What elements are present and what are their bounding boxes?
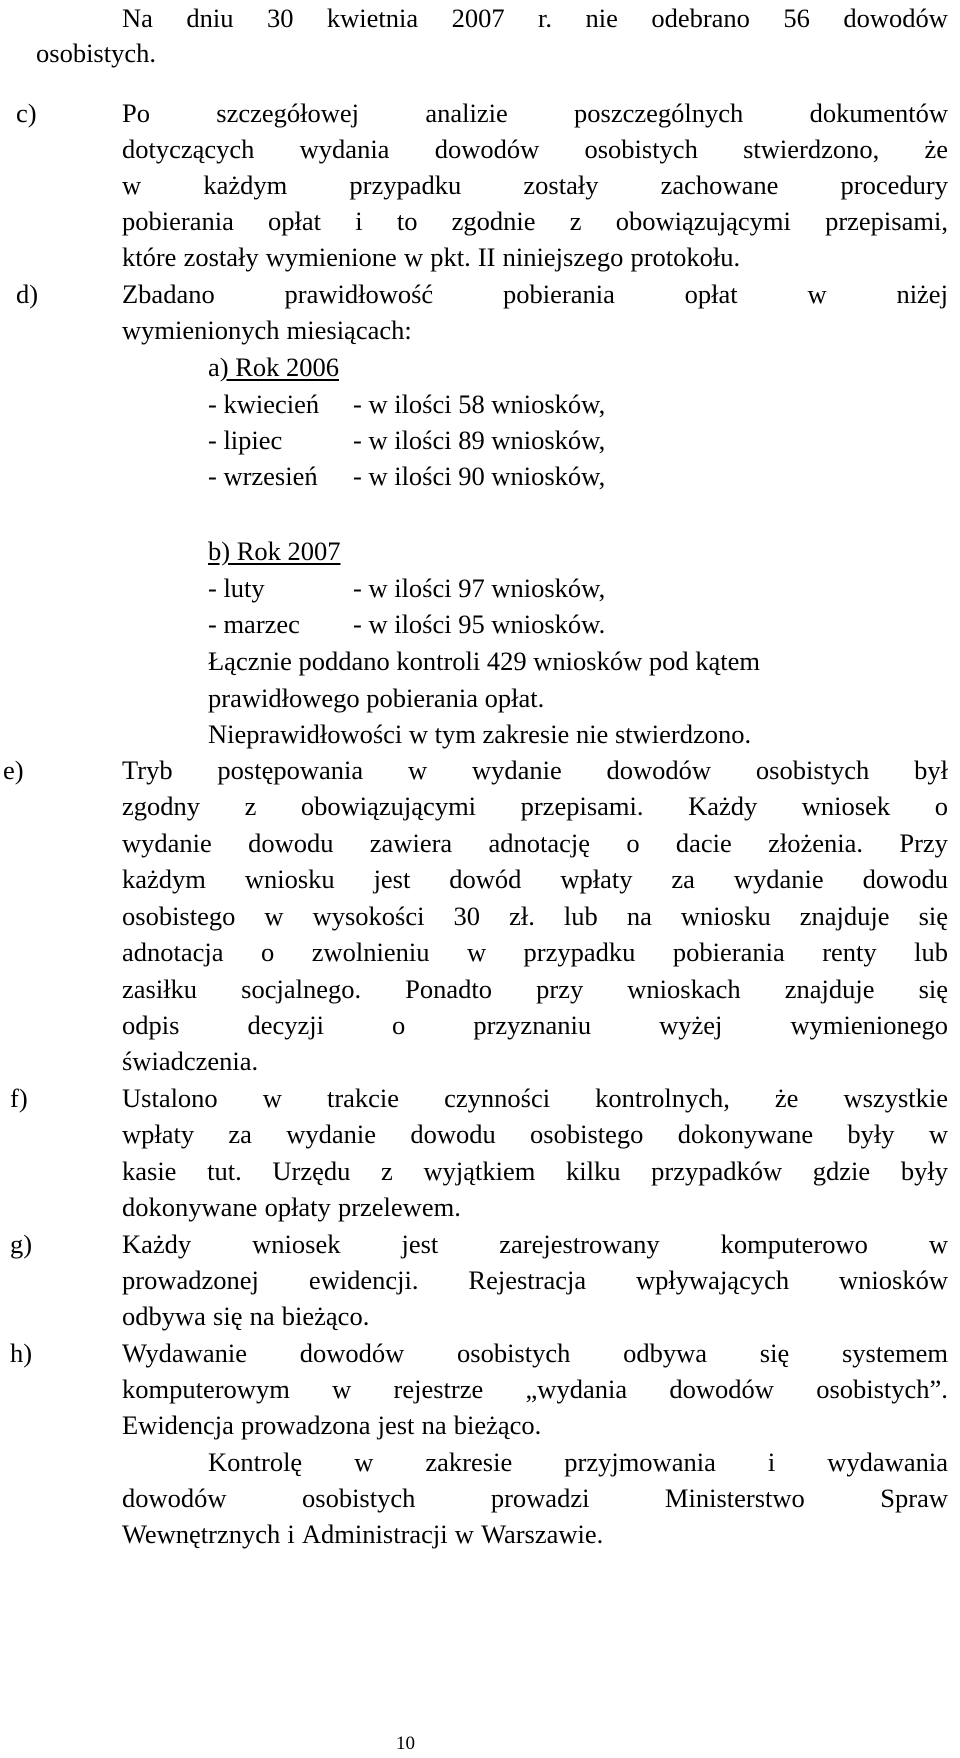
- text-line: [122, 1189, 948, 1225]
- text-line: [122, 1007, 948, 1043]
- word: zwolnieniu: [311, 937, 430, 967]
- word: osobistych: [457, 1338, 571, 1368]
- word: dowodów: [122, 1483, 227, 1513]
- word: „wydania: [525, 1374, 628, 1404]
- text-line: [122, 971, 948, 1007]
- text-line: [122, 1226, 948, 1262]
- word: decyzji: [247, 1010, 324, 1040]
- word: wniosków: [839, 1265, 948, 1295]
- word: dowodów: [843, 3, 948, 33]
- word: protokołu.: [630, 242, 741, 272]
- word: o: [626, 828, 640, 858]
- word: tut.: [207, 1156, 242, 1186]
- text-line: [122, 1116, 948, 1152]
- word: się: [213, 1301, 243, 1331]
- word: prowadzi: [490, 1483, 590, 1513]
- word: dowodu: [862, 864, 948, 894]
- word: że: [924, 134, 948, 164]
- word: każdym: [122, 864, 206, 894]
- word: wyżej: [659, 1010, 723, 1040]
- word: niniejszego: [502, 242, 624, 272]
- word: jest: [377, 1410, 415, 1440]
- word: zakresie: [425, 1447, 513, 1477]
- year-b-heading: b) Rok 2007: [208, 536, 341, 566]
- word: przepisami,: [825, 206, 948, 236]
- word: gdzie: [812, 1156, 871, 1186]
- word: Ewidencja: [122, 1410, 234, 1440]
- word: dowodów: [299, 1338, 405, 1368]
- word: jest: [401, 1229, 439, 1259]
- word: wniosek: [801, 791, 891, 821]
- word: analizie: [425, 98, 508, 128]
- word: 2007: [451, 3, 505, 33]
- word: Ministerstwo: [664, 1483, 805, 1513]
- text-line: [122, 752, 948, 788]
- word: poszczególnych: [574, 98, 744, 128]
- word: Zbadano: [122, 279, 215, 309]
- word: w: [264, 901, 284, 931]
- word: w: [122, 170, 142, 200]
- word: w: [466, 937, 487, 967]
- text-line: [122, 1516, 948, 1552]
- word: prowadzona: [240, 1410, 371, 1440]
- word: każdym: [203, 170, 288, 200]
- word: adnotacja: [122, 937, 224, 967]
- text-line: [122, 0, 948, 36]
- text-line: [36, 35, 948, 71]
- text-line: [122, 1262, 948, 1298]
- word: Ustalono: [122, 1083, 218, 1113]
- word: lub: [563, 901, 598, 931]
- word: wydania: [299, 134, 390, 164]
- text-line: [122, 898, 948, 934]
- page-number: 10: [396, 1733, 415, 1754]
- word: szczegółowej: [216, 98, 360, 128]
- word: bieżąco.: [453, 1410, 542, 1440]
- word: wpłaty: [560, 864, 633, 894]
- word: stwierdzono,: [743, 134, 880, 164]
- text-line: [122, 239, 948, 275]
- word: się: [759, 1338, 790, 1368]
- word: obowiązującymi: [615, 206, 791, 236]
- word: i: [287, 1519, 295, 1549]
- word: Wewnętrznych: [122, 1519, 281, 1549]
- word: o: [934, 791, 948, 821]
- word: wyjątkiem: [423, 1156, 536, 1186]
- word: rejestrze: [393, 1374, 484, 1404]
- word: dowód: [449, 864, 522, 894]
- summary-line: Łącznie poddano kontroli 429 wniosków pod kątem: [208, 646, 760, 676]
- word: postępowania: [217, 755, 364, 785]
- text-line: [122, 861, 948, 897]
- word: osobistych”.: [816, 1374, 948, 1404]
- word: się: [918, 974, 948, 1004]
- text-line: [122, 1371, 948, 1407]
- word: niżej: [896, 279, 948, 309]
- word: wymienionych: [122, 315, 280, 345]
- word: wniosku: [680, 901, 771, 931]
- word: pkt.: [430, 242, 471, 272]
- word: za: [671, 864, 695, 894]
- word: systemem: [841, 1338, 948, 1368]
- word: Kontrolę: [208, 1447, 303, 1477]
- word: lub: [914, 937, 948, 967]
- word: osobistych: [302, 1483, 416, 1513]
- word: r.: [538, 3, 553, 33]
- word: Urzędu: [272, 1156, 351, 1186]
- summary-line: Nieprawidłowości w tym zakresie nie stwierdzono.: [208, 719, 752, 749]
- word: odbywa: [122, 1301, 206, 1331]
- word: przy: [536, 974, 584, 1004]
- text-line: [122, 1407, 948, 1443]
- year-a-heading: a) Rok 2006: [208, 352, 340, 382]
- word: przyznaniu: [473, 1010, 592, 1040]
- list-marker: d): [16, 279, 39, 309]
- month-name: - kwiecień: [208, 389, 320, 419]
- word: w: [403, 242, 424, 272]
- word: przelewem.: [337, 1192, 461, 1222]
- word: osobistych.: [36, 38, 156, 68]
- list-marker: g): [10, 1229, 33, 1259]
- word: 56: [783, 3, 810, 33]
- word: wnioskach: [627, 974, 741, 1004]
- word: komputerowo: [720, 1229, 868, 1259]
- word: dowodu: [248, 828, 334, 858]
- text-line: [122, 1335, 948, 1371]
- word: kasie: [122, 1156, 177, 1186]
- word: dowodów: [606, 755, 712, 785]
- word: przepisami.: [520, 791, 644, 821]
- text-line: [122, 1080, 948, 1116]
- text-line: [122, 825, 948, 861]
- word: odpis: [122, 1010, 180, 1040]
- word: osobistych: [755, 755, 870, 785]
- text-line: [122, 312, 948, 348]
- word: wszystkie: [843, 1083, 948, 1113]
- word: pobierania: [503, 279, 615, 309]
- word: osobistego: [530, 1119, 644, 1149]
- text-line: [208, 1444, 948, 1480]
- word: zł.: [509, 901, 535, 931]
- word: opłaty: [264, 1192, 331, 1222]
- word: na: [421, 1410, 447, 1440]
- word: był: [914, 755, 948, 785]
- word: z: [569, 206, 582, 236]
- word: zawiera: [369, 828, 453, 858]
- list-marker: e): [3, 755, 24, 785]
- word: wymienione: [265, 242, 397, 272]
- word: zarejestrowany: [499, 1229, 660, 1259]
- word: jest: [373, 864, 411, 894]
- word: socjalnego.: [241, 974, 362, 1004]
- word: Rejestracja: [468, 1265, 587, 1295]
- word: wniosek: [252, 1229, 341, 1259]
- summary-line: prawidłowego pobierania opłat.: [208, 683, 545, 713]
- word: Na: [122, 3, 153, 33]
- word: były: [847, 1119, 895, 1149]
- word: dowodu: [410, 1119, 496, 1149]
- word: za: [228, 1119, 252, 1149]
- word: Administracji: [301, 1519, 448, 1549]
- word: odbywa: [623, 1338, 708, 1368]
- word: zgodny: [122, 791, 201, 821]
- word: czynności: [444, 1083, 551, 1113]
- word: dokonywane: [677, 1119, 814, 1149]
- word: znajduje: [784, 974, 875, 1004]
- word: dotyczących: [122, 134, 255, 164]
- word: w: [407, 755, 428, 785]
- word: dokumentów: [809, 98, 948, 128]
- word: w: [807, 279, 827, 309]
- word: Przy: [899, 828, 948, 858]
- word: bieżąco.: [281, 1301, 370, 1331]
- word: świadczenia.: [122, 1046, 259, 1076]
- list-marker: c): [16, 98, 37, 128]
- text-line: [122, 1043, 948, 1079]
- word: i: [355, 206, 363, 236]
- month-name: - wrzesień: [208, 461, 318, 491]
- word: to: [396, 206, 418, 236]
- word: w: [928, 1119, 948, 1149]
- word: przypadków: [651, 1156, 783, 1186]
- word: Każdy: [688, 791, 758, 821]
- word: osobistych: [584, 134, 698, 164]
- word: Warszawie.: [481, 1519, 604, 1549]
- word: zgodnie: [451, 206, 536, 236]
- word: opłat: [684, 279, 738, 309]
- word: w: [454, 1519, 474, 1549]
- word: przypadku: [349, 170, 462, 200]
- word: z: [244, 791, 257, 821]
- month-count: - w ilości 58 wniosków,: [353, 389, 606, 419]
- text-line: [122, 131, 948, 167]
- text-line: [122, 788, 948, 824]
- word: kwietnia: [326, 3, 419, 33]
- text-line: [122, 934, 948, 970]
- word: kontrolnych,: [595, 1083, 730, 1113]
- word: wydanie: [471, 755, 562, 785]
- word: wydanie: [733, 864, 824, 894]
- word: dacie: [675, 828, 732, 858]
- word: wydanie: [122, 828, 212, 858]
- word: 30: [453, 901, 481, 931]
- word: były: [900, 1156, 948, 1186]
- word: wysokości: [312, 901, 425, 931]
- word: odebrano: [651, 3, 750, 33]
- month-name: - marzec: [208, 609, 300, 639]
- word: renty: [822, 937, 877, 967]
- word: prowadzonej: [122, 1265, 259, 1295]
- word: Ponadto: [405, 974, 493, 1004]
- word: pobierania: [672, 937, 785, 967]
- text-line: [122, 1298, 948, 1334]
- word: Spraw: [880, 1483, 948, 1513]
- word: w: [928, 1229, 948, 1259]
- word: II: [477, 242, 496, 272]
- month-count: - w ilości 90 wniosków,: [353, 461, 606, 491]
- word: opłat: [268, 206, 322, 236]
- text-line: [122, 1153, 948, 1189]
- word: dowodów: [434, 134, 540, 164]
- word: miesiącach:: [286, 315, 412, 345]
- word: adnotację: [488, 828, 591, 858]
- word: w: [262, 1083, 282, 1113]
- month-count: - w ilości 97 wniosków,: [353, 573, 606, 603]
- month-count: - w ilości 95 wniosków.: [353, 609, 606, 639]
- word: dokonywane: [122, 1192, 258, 1222]
- text-line: [122, 167, 948, 203]
- text-line: [122, 203, 948, 239]
- word: Każdy: [122, 1229, 192, 1259]
- word: się: [918, 901, 948, 931]
- word: wydawania: [827, 1447, 948, 1477]
- word: wpłaty: [122, 1119, 195, 1149]
- word: osobistego: [122, 901, 236, 931]
- word: zostały: [523, 170, 599, 200]
- word: 30: [266, 3, 294, 33]
- word: że: [774, 1083, 799, 1113]
- word: wydanie: [286, 1119, 377, 1149]
- month-count: - w ilości 89 wniosków,: [353, 425, 606, 455]
- word: w: [354, 1447, 374, 1477]
- list-marker: f): [10, 1083, 28, 1113]
- word: kilku: [565, 1156, 621, 1186]
- word: komputerowym: [122, 1374, 290, 1404]
- word: złożenia.: [768, 828, 864, 858]
- word: trakcie: [326, 1083, 400, 1113]
- word: Wydawanie: [122, 1338, 247, 1368]
- word: wpływających: [636, 1265, 790, 1295]
- word: wniosku: [244, 864, 335, 894]
- word: zachowane: [660, 170, 779, 200]
- word: o: [261, 937, 275, 967]
- word: obowiązującymi: [300, 791, 477, 821]
- word: dniu: [186, 3, 234, 33]
- word: zasiłku: [122, 974, 198, 1004]
- word: które: [122, 242, 177, 272]
- text-line: [122, 1480, 948, 1516]
- word: prawidłowość: [284, 279, 434, 309]
- word: na: [626, 901, 652, 931]
- word: wymienionego: [790, 1010, 948, 1040]
- word: w: [332, 1374, 352, 1404]
- text-line: [122, 276, 948, 312]
- text-line: [122, 95, 948, 131]
- word: dowodów: [669, 1374, 774, 1404]
- word: i: [767, 1447, 776, 1477]
- word: znajduje: [799, 901, 890, 931]
- word: o: [392, 1010, 406, 1040]
- word: Po: [122, 98, 150, 128]
- word: procedury: [840, 170, 948, 200]
- word: zostały: [183, 242, 259, 272]
- word: ewidencji.: [308, 1265, 419, 1295]
- word: pobierania: [122, 206, 234, 236]
- word: Tryb: [122, 755, 173, 785]
- month-name: - luty: [208, 573, 265, 603]
- list-marker: h): [10, 1338, 33, 1368]
- word: na: [249, 1301, 275, 1331]
- word: z: [381, 1156, 393, 1186]
- word: przypadku: [523, 937, 636, 967]
- month-name: - lipiec: [208, 425, 283, 455]
- word: nie: [585, 3, 618, 33]
- word: przyjmowania: [564, 1447, 716, 1477]
